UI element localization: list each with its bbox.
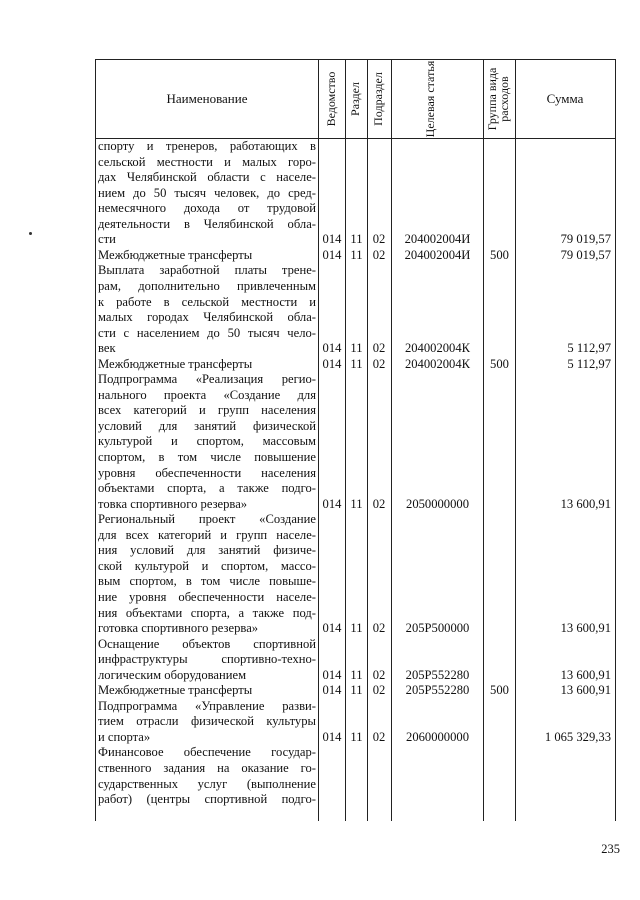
table-row xyxy=(0,574,640,589)
table-row xyxy=(0,761,640,776)
row-vedomstvo: 014 xyxy=(322,729,342,744)
row-name: ние уровня обеспеченности населе- xyxy=(98,589,316,604)
table-row xyxy=(0,668,640,683)
row-name: к работе в сельской местности и xyxy=(98,294,316,309)
row-name: сударственных услуг (выполнение xyxy=(98,776,316,791)
row-summa: 5 112,97 xyxy=(567,341,611,356)
row-summa: 79 019,57 xyxy=(560,247,611,262)
table-row xyxy=(0,186,640,201)
page-number: 235 xyxy=(601,842,620,856)
row-name: тием отрасли физической культуры xyxy=(98,714,316,729)
row-razdel: 11 xyxy=(350,729,363,744)
row-name: объектами спорта, а также подго- xyxy=(98,481,316,496)
row-summa: 13 600,91 xyxy=(560,621,611,636)
table-row xyxy=(0,232,640,247)
row-name: Финансовое обеспечение государ- xyxy=(98,745,316,760)
row-name: спорту и тренеров, работающих в xyxy=(98,139,316,153)
row-vedomstvo: 014 xyxy=(322,683,342,698)
row-name: условий для занятий физической xyxy=(98,418,316,433)
table-row xyxy=(0,777,640,792)
row-celevaya-statya: 2050000000 xyxy=(406,496,469,511)
row-vedomstvo: 014 xyxy=(322,667,342,682)
row-summa: 79 019,57 xyxy=(560,232,611,247)
row-name: ственного задания на оказание го- xyxy=(98,761,316,775)
table-row xyxy=(0,155,640,170)
row-name: Выплата заработной платы трене- xyxy=(98,263,316,278)
row-name: нального проекта «Создание для xyxy=(98,387,316,402)
row-name: и спорта» xyxy=(98,729,151,744)
row-razdel: 11 xyxy=(350,341,363,356)
row-celevaya-statya: 204002004К xyxy=(404,341,471,356)
table-row xyxy=(0,606,640,621)
row-razdel: 11 xyxy=(350,356,363,371)
row-razdel: 11 xyxy=(350,683,363,698)
row-vedomstvo: 014 xyxy=(322,247,342,262)
row-vedomstvo: 014 xyxy=(322,496,342,511)
header-summa: Сумма xyxy=(546,91,584,106)
row-name: Межбюджетные трансферты xyxy=(98,356,253,371)
table-row xyxy=(0,450,640,465)
table-row xyxy=(0,543,640,558)
row-name: товка спортивного резерва» xyxy=(98,496,248,511)
table-row xyxy=(0,512,640,527)
row-name: ния объектами спорта, а также под- xyxy=(98,605,316,620)
row-name: спортом, в том числе повышение xyxy=(98,450,316,464)
row-name: ской культурой и спортом, массо- xyxy=(98,558,316,573)
row-podrazdel: 02 xyxy=(372,247,386,262)
row-name: сельской местности и малых горо- xyxy=(98,154,316,169)
row-name: сти xyxy=(98,232,116,247)
row-name: немесячного дохода от трудовой xyxy=(98,201,316,216)
row-celevaya-statya: 205P552280 xyxy=(405,683,470,698)
table-row xyxy=(0,279,640,294)
row-name: работ) (центры спортивной подго- xyxy=(98,792,316,807)
table-row xyxy=(0,730,640,745)
table-row xyxy=(0,403,640,418)
table-row xyxy=(0,528,640,543)
row-name: Оснащение объектов спортивной xyxy=(98,636,316,651)
row-name: для всех категорий и групп населе- xyxy=(98,527,316,542)
margin-mark xyxy=(29,232,32,235)
row-name: логическим оборудованием xyxy=(98,667,247,682)
table-row xyxy=(0,637,640,652)
row-celevaya-statya: 205P552280 xyxy=(405,667,470,682)
table-row xyxy=(0,683,640,698)
table-row xyxy=(0,326,640,341)
table-row xyxy=(0,201,640,216)
table-row xyxy=(0,590,640,605)
row-name: дах Челябинской области с населе- xyxy=(98,170,316,185)
table-row xyxy=(0,341,640,356)
row-name: малых городах Челябинской обла- xyxy=(98,310,316,325)
row-name: Межбюджетные трансферты xyxy=(98,247,253,262)
header-vedomstvo: Ведомство xyxy=(324,71,338,127)
row-name: готовка спортивного резерва» xyxy=(98,621,259,636)
row-vedomstvo: 014 xyxy=(322,621,342,636)
row-name: уровня обеспеченности населения xyxy=(98,465,316,480)
row-name: вым спортом, в том числе повыше- xyxy=(98,574,316,589)
row-name: ния условий для занятий физиче- xyxy=(98,543,316,558)
row-name: нием до 50 тысяч человек, до сред- xyxy=(98,185,316,200)
header-podrazdel: Подраздел xyxy=(371,72,385,126)
table-row xyxy=(0,466,640,481)
row-name: культурой и спортом, массовым xyxy=(98,434,316,449)
table-row xyxy=(0,621,640,636)
table-row xyxy=(0,170,640,185)
row-name: деятельности в Челябинской обла- xyxy=(98,216,316,231)
row-name: сти с населением до 50 тысяч чело- xyxy=(98,325,316,340)
table-row xyxy=(0,559,640,574)
table-row xyxy=(0,357,640,372)
row-name: век xyxy=(98,341,116,356)
row-podrazdel: 02 xyxy=(372,729,386,744)
row-summa: 13 600,91 xyxy=(560,683,611,698)
row-podrazdel: 02 xyxy=(372,341,386,356)
row-podrazdel: 02 xyxy=(372,232,386,247)
row-gruppa: 500 xyxy=(490,356,509,371)
row-podrazdel: 02 xyxy=(372,683,386,698)
table-row xyxy=(0,497,640,512)
row-gruppa: 500 xyxy=(490,247,509,262)
table-row xyxy=(0,714,640,729)
table-row xyxy=(0,310,640,325)
table-row xyxy=(0,652,640,667)
header-celevaya-statya: Целевая статья xyxy=(423,60,437,138)
table-row xyxy=(0,388,640,403)
row-celevaya-statya: 204002004К xyxy=(404,356,471,371)
row-celevaya-statya: 204002004И xyxy=(404,232,471,247)
row-name: всех категорий и групп населения xyxy=(98,403,316,418)
header-gruppa-vida-rashodov: Группа вида расходов xyxy=(485,67,511,131)
row-summa: 13 600,91 xyxy=(560,496,611,511)
row-vedomstvo: 014 xyxy=(322,341,342,356)
row-podrazdel: 02 xyxy=(372,496,386,511)
row-vedomstvo: 014 xyxy=(322,232,342,247)
row-celevaya-statya: 2060000000 xyxy=(406,729,469,744)
row-summa: 5 112,97 xyxy=(567,356,611,371)
row-name: Межбюджетные трансферты xyxy=(98,683,253,698)
row-celevaya-statya: 205P500000 xyxy=(405,621,470,636)
row-name: инфраструктуры спортивно-техно- xyxy=(98,652,316,667)
table-row xyxy=(0,419,640,434)
row-podrazdel: 02 xyxy=(372,356,386,371)
header-razdel: Раздел xyxy=(348,82,362,116)
table-row xyxy=(0,745,640,760)
row-celevaya-statya: 204002004И xyxy=(404,247,471,262)
row-summa: 13 600,91 xyxy=(560,667,611,682)
table-row xyxy=(0,248,640,263)
row-gruppa: 500 xyxy=(490,683,509,698)
row-razdel: 11 xyxy=(350,667,363,682)
row-razdel: 11 xyxy=(350,247,363,262)
row-vedomstvo: 014 xyxy=(322,356,342,371)
table-row xyxy=(0,434,640,449)
row-name: рам, дополнительно привлеченным xyxy=(98,278,316,293)
header-name: Наименование xyxy=(166,91,248,106)
row-razdel: 11 xyxy=(350,232,363,247)
row-name: Подпрограмма «Управление разви- xyxy=(98,698,316,713)
row-name: Региональный проект «Создание xyxy=(98,512,316,527)
row-razdel: 11 xyxy=(350,496,363,511)
row-podrazdel: 02 xyxy=(372,667,386,682)
table-row xyxy=(0,699,640,714)
table-row xyxy=(0,481,640,496)
table-row xyxy=(0,295,640,310)
row-razdel: 11 xyxy=(350,621,363,636)
table-row xyxy=(0,217,640,232)
table-row xyxy=(0,372,640,387)
table-row xyxy=(0,792,640,807)
table-row xyxy=(0,139,640,154)
table-row xyxy=(0,263,640,278)
row-name: Подпрограмма «Реализация регио- xyxy=(98,372,316,387)
row-podrazdel: 02 xyxy=(372,621,386,636)
row-summa: 1 065 329,33 xyxy=(544,729,611,744)
